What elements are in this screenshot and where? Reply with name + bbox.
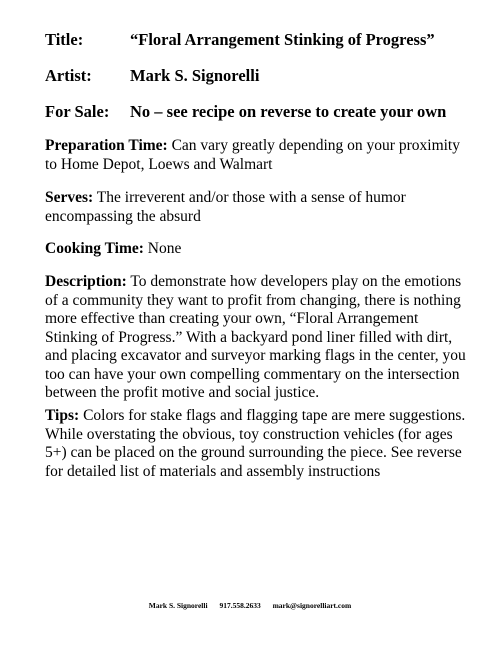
cooking-time-text: None <box>143 240 182 257</box>
cooking-time-label: Cooking Time: <box>45 240 144 257</box>
artist-label: Artist: <box>45 66 92 85</box>
preparation-time-label: Preparation Time: <box>45 137 168 154</box>
preparation-time-text: Can vary greatly depending on your proximity to Home Depot, Loews and Walmart <box>45 137 460 173</box>
for-sale-row <box>45 102 446 122</box>
contact-footer <box>0 601 500 611</box>
for-sale-label: For Sale: <box>45 102 110 121</box>
serves-paragraph <box>45 189 467 226</box>
tips-text: Colors for stake flags and flagging tape are mere suggestions. While overstating the obvious, toy construction vehicles (for ages 5+) can be placed on the ground surrounding the piece. See reverse for detailed list of materials and assembly instructions <box>45 407 466 480</box>
description-label: Description: <box>45 273 127 290</box>
description-paragraph <box>45 273 467 403</box>
artist-row <box>45 66 259 86</box>
artist-name: Mark S. Signorelli <box>130 66 260 85</box>
title-label: Title: <box>45 30 84 49</box>
cooking-time-paragraph <box>45 240 467 259</box>
serves-text: The irreverent and/or those with a sense of humor encompassing the absurd <box>45 189 406 225</box>
tips-paragraph <box>45 407 467 481</box>
footer-phone: 917.558.2633 <box>219 601 261 610</box>
preparation-time-paragraph <box>45 137 467 174</box>
tips-label: Tips: <box>45 407 80 424</box>
description-text: To demonstrate how developers play on the emotions of a community they want to profit from changing, there is nothing more effective than creating your own, “Floral Arrangement Stinking of Progress.” With a backyard pond liner filled with dirt, and placing excavator and surveyor marking flags in the center, you too can have your own compelling commentary on the intersection between the profit motive and social justice. <box>45 273 466 401</box>
footer-email: mark@signorelliart.com <box>272 601 352 610</box>
for-sale-value: No – see recipe on reverse to create your own <box>130 102 447 121</box>
title-row <box>45 30 435 50</box>
serves-label: Serves: <box>45 189 94 206</box>
footer-name: Mark S. Signorelli <box>148 601 208 610</box>
artwork-title: “Floral Arrangement Stinking of Progress” <box>130 30 435 49</box>
